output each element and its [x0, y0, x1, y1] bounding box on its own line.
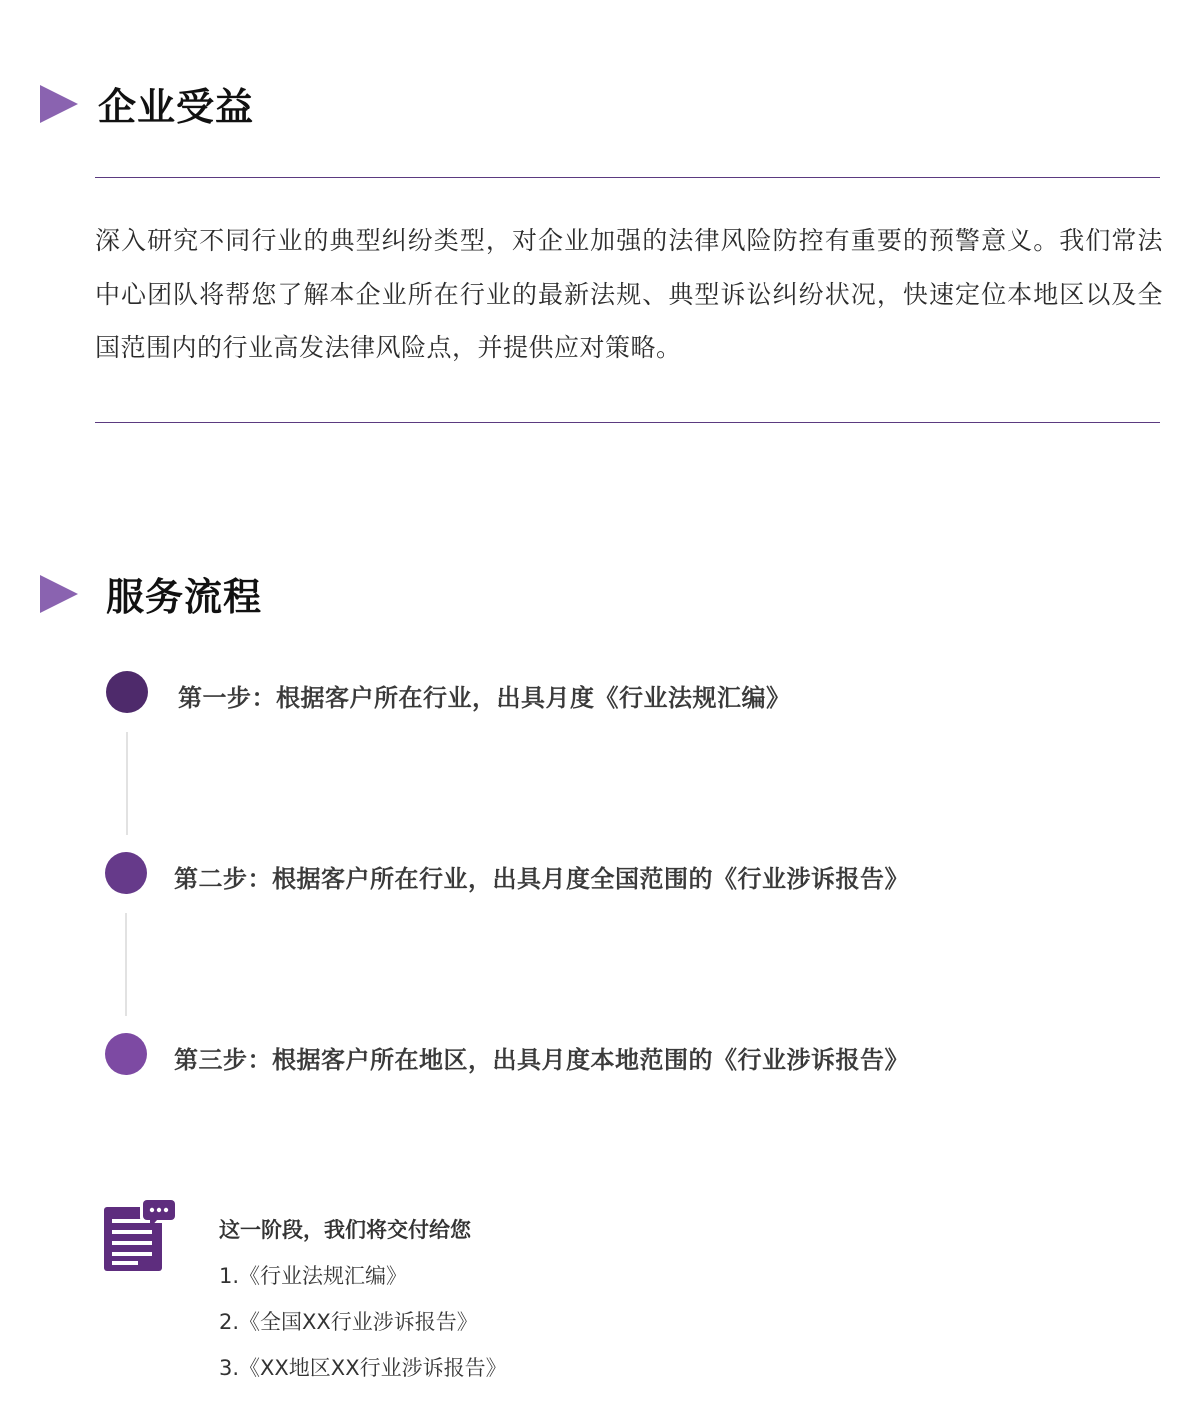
triangle-bullet-icon — [40, 575, 78, 613]
process-heading — [40, 566, 262, 621]
divider-top — [95, 177, 1160, 178]
deliverable-item-3: 3.《XX地区XX行业涉诉报告》 — [219, 1356, 507, 1380]
step-connector-2 — [125, 913, 127, 1016]
deliverable-item-2: 2.《全国XX行业涉诉报告》 — [219, 1310, 478, 1334]
triangle-bullet-icon — [40, 85, 78, 123]
step-2-text: 第二步：根据客户所在行业，出具月度全国范围的《行业涉诉报告》 — [174, 865, 909, 893]
benefits-heading — [40, 76, 254, 131]
step-3-text: 第三步：根据客户所在地区，出具月度本地范围的《行业涉诉报告》 — [174, 1046, 909, 1074]
step-connector-1 — [126, 732, 128, 835]
step-2-dot — [105, 852, 147, 894]
process-title: 服务流程 — [106, 575, 263, 619]
step-1-text: 第一步：根据客户所在行业，出具月度《行业法规汇编》 — [178, 684, 791, 712]
deliverable-item-1: 1.《行业法规汇编》 — [219, 1264, 408, 1288]
step-1-dot — [106, 671, 148, 713]
step-3-dot — [105, 1033, 147, 1075]
deliverables-title: 这一阶段，我们将交付给您 — [219, 1218, 471, 1242]
document-chat-icon — [100, 1195, 180, 1279]
benefits-paragraph: 深入研究不同行业的典型纠纷类型，对企业加强的法律风险防控有重要的预警意义。我们常法中心团队将帮您了解本企业所在行业的最新法规、典型诉讼纠纷状况，快速定位本地区以及全国范围内的行业高发法律风险点，并提供应对策略。 — [95, 226, 1163, 362]
benefits-title: 企业受益 — [98, 85, 255, 129]
divider-bottom — [95, 422, 1160, 423]
